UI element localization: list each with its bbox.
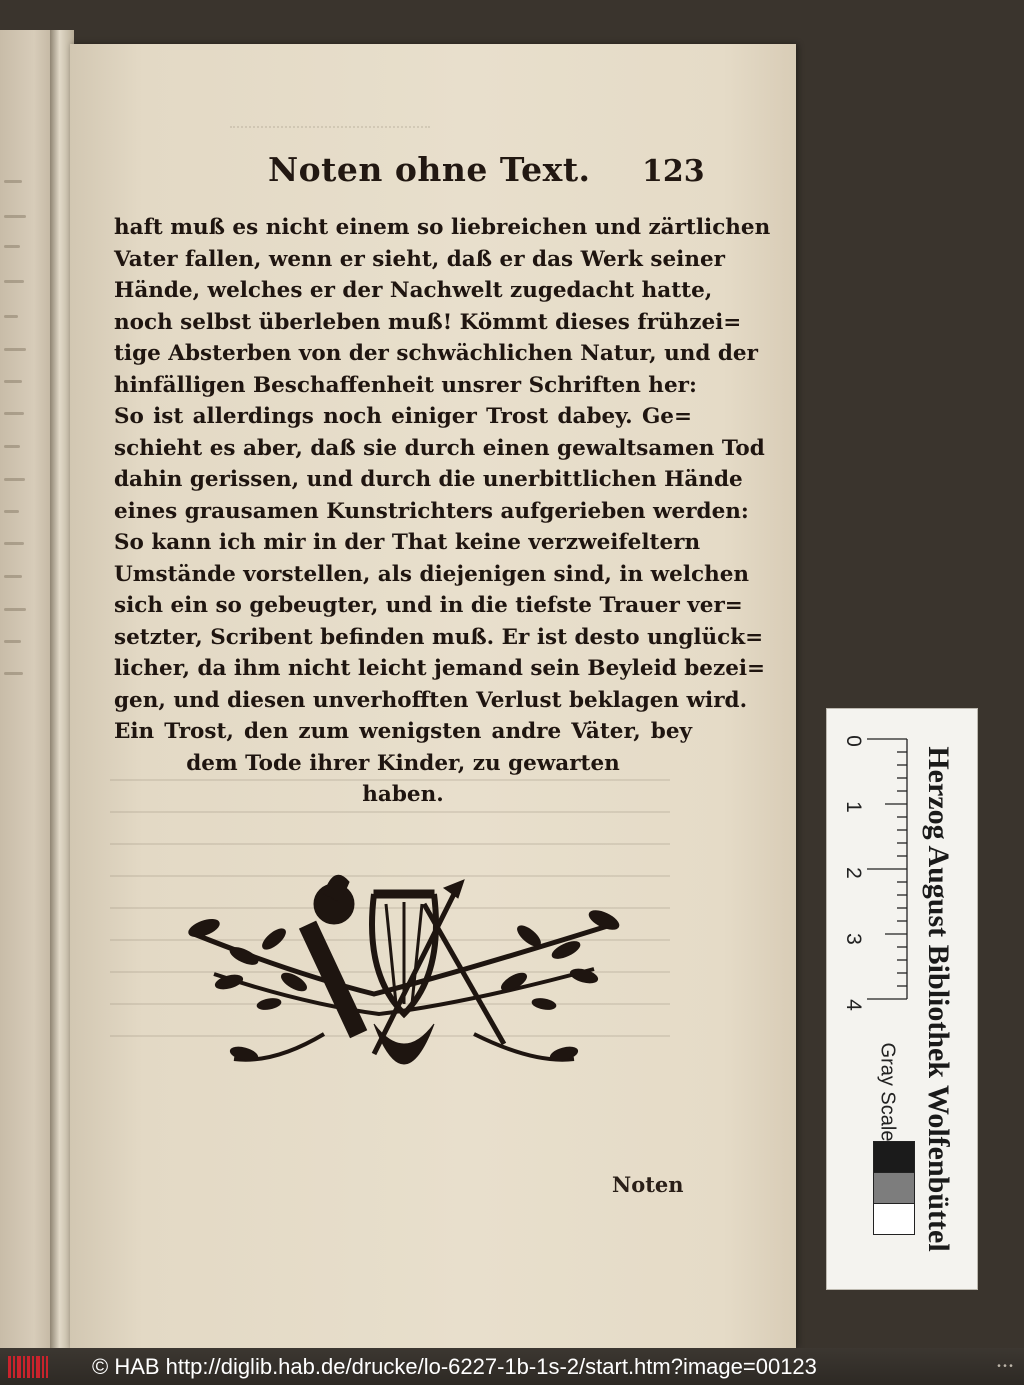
- text-line: licher, da ihm nicht leicht jemand sein Beyleid bezei=: [114, 656, 766, 681]
- text-line: dem Tode ihrer Kinder, zu gewarten: [186, 750, 620, 776]
- catchword: Noten: [612, 1172, 684, 1197]
- gray-scale-ruler: [826, 708, 978, 1290]
- text-line: hinfälligen Beschaffenheit unsrer Schriften her:: [114, 372, 697, 398]
- text-line: Hände, welches er der Nachwelt zugedacht hatte,: [114, 278, 713, 303]
- hab-barcode-logo-icon: [8, 1356, 48, 1378]
- body-text: [114, 212, 771, 811]
- text-line: Ein Trost, den zum wenigsten andre Väter, bey: [114, 719, 692, 744]
- text-line: tige Absterben von der schwächlichen Natur, und der: [114, 341, 758, 366]
- text-line: schieht es aber, daß sie durch einen gewaltsamen Tod: [114, 435, 765, 461]
- ruler-number: 0: [841, 735, 865, 747]
- text-line: noch selbst überleben muß! Kömmt dieses frühzei=: [114, 309, 742, 335]
- gray-swatch-mid: [873, 1172, 915, 1204]
- text-line: So kann ich mir in der That keine verzweifeltern: [114, 530, 701, 555]
- ruler-number: 1: [841, 801, 865, 813]
- text-line: So ist allerdings noch einiger Trost dabey. Ge=: [114, 404, 692, 429]
- text-line: setzter, Scribent befinden muß. Er ist desto unglück=: [114, 624, 764, 650]
- text-line: sich ein so gebeugter, und in die tiefste Trauer ver=: [114, 593, 743, 618]
- text-line: haben.: [362, 782, 444, 807]
- text-line: eines grausamen Kunstrichters aufgerieben werden:: [114, 498, 749, 524]
- ruler-number: 2: [841, 867, 865, 879]
- text-line: dahin gerissen, und durch die unerbittlichen Hände: [114, 467, 743, 492]
- gray-swatch-white: [873, 1203, 915, 1235]
- library-name: Herzog August Bibliothek Wolfenbüttel: [922, 746, 955, 1252]
- ruler-number: 3: [841, 933, 865, 945]
- text-line: Umstände vorstellen, als diejenigen sind, in welchen: [114, 561, 750, 587]
- book-page: [70, 44, 796, 1348]
- page-header: [70, 144, 796, 204]
- gray-swatch-black: [873, 1141, 915, 1173]
- lyre-torch-arrows-vignette-icon: [174, 864, 634, 1104]
- text-line: Vater fallen, wenn er sieht, daß er das Werk seiner: [114, 246, 725, 272]
- text-line: haft muß es nicht einem so liebreichen und zärtlichen: [114, 215, 771, 240]
- copyright-link[interactable]: © HAB http://diglib.hab.de/drucke/lo-6227-1b-1s-2/start.htm?image=00123: [92, 1354, 817, 1379]
- running-title: Noten ohne Text.: [268, 150, 591, 189]
- page-number: 123: [642, 154, 705, 189]
- more-dots-icon[interactable]: •••: [996, 1362, 1015, 1373]
- text-line: gen, und diesen unverhofften Verlust beklagen wird.: [114, 687, 748, 713]
- gray-scale-label: Gray Scale: [876, 1042, 899, 1142]
- viewer-footer: [0, 1348, 1024, 1385]
- ruler-number: 4: [841, 999, 865, 1011]
